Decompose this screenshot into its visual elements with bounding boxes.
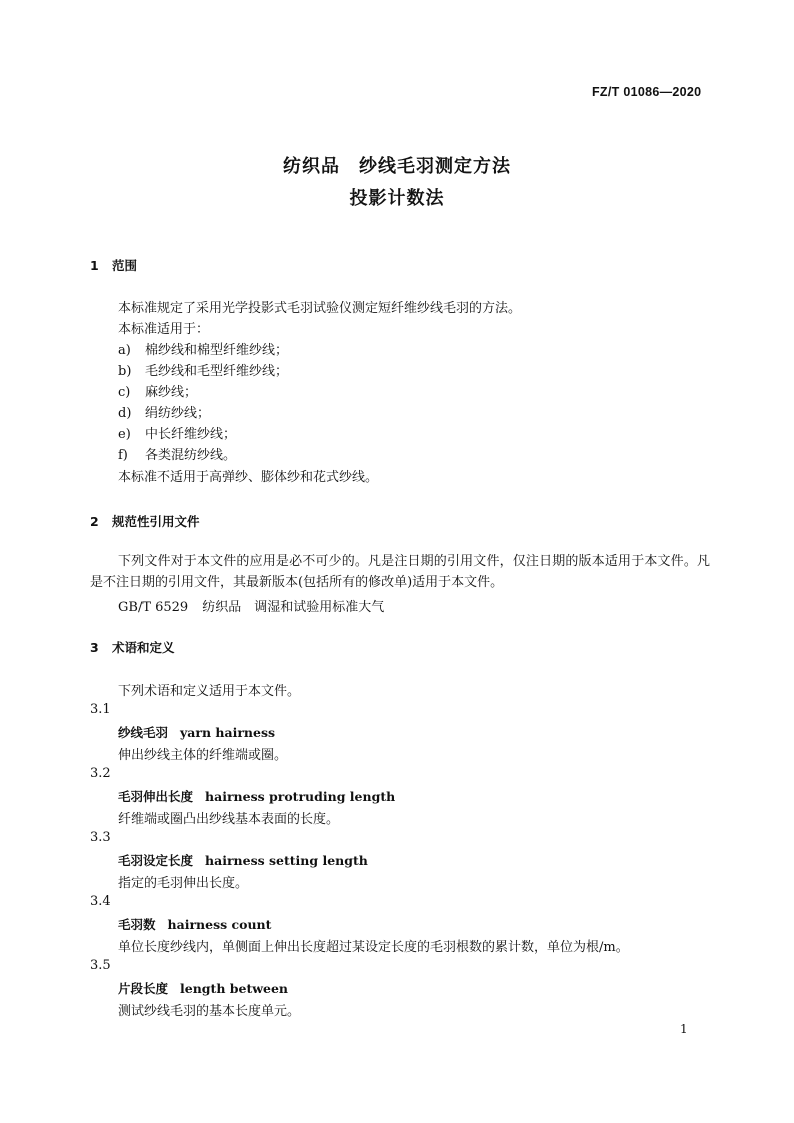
term-heading [118,915,271,933]
document-subtitle: 投影计数法 [349,188,445,209]
term-number: 3.5 [90,958,111,973]
scope-exclusion: 本标准不适用于高弹纱、膨体纱和花式纱线。 [118,470,379,485]
term-zh: 毛羽伸出长度 [118,789,194,804]
list-item [118,444,236,463]
term-number: 3.1 [90,702,111,717]
section-number: 3 [90,640,99,655]
list-item-text: 棉纱线和棉型纤维纱线； [145,343,289,358]
term-en: hairness count [167,917,272,932]
list-item-label: e) [118,427,131,442]
list-item-text: 各类混纺纱线。 [145,448,237,463]
list-item [118,360,288,379]
term-heading [118,723,275,741]
list-item-text: 中长纤维纱线； [145,427,237,442]
term-definition: 指定的毛羽伸出长度。 [118,876,249,891]
terms-intro: 下列术语和定义适用于本文件。 [118,684,301,699]
section-1-heading [90,256,137,274]
term-number: 3.4 [90,894,111,909]
term-heading [118,979,288,997]
term-zh: 毛羽设定长度 [118,853,194,868]
list-item [118,381,197,400]
list-item [118,423,236,442]
term-zh: 片段长度 [118,981,169,996]
section-2-heading [90,512,200,530]
term-en: length between [180,981,288,996]
standard-code: FZ/T 01086—2020 [592,85,702,99]
term-zh: 毛羽数 [118,917,156,932]
list-item-label: f) [118,448,128,463]
list-item [118,402,210,421]
term-en: hairness protruding length [205,789,396,804]
scope-intro: 本标准规定了采用光学投影式毛羽试验仪测定短纤维纱线毛羽的方法。 [118,301,522,316]
section-title: 术语和定义 [112,640,175,655]
list-item-label: a) [118,343,131,358]
term-en: hairness setting length [205,853,368,868]
term-en: yarn hairness [180,725,276,740]
list-item-text: 毛纱线和毛型纤维纱线； [145,364,289,379]
term-heading [118,787,395,805]
reference-entry [118,596,384,615]
document-title: 纺织品 纱线毛羽测定方法 [283,156,511,177]
section-number: 2 [90,514,99,529]
term-heading [118,851,368,869]
section-title: 规范性引用文件 [112,514,200,529]
term-definition: 单位长度纱线内，单侧面上伸出长度超过某设定长度的毛羽根数的累计数，单位为根/m。 [118,940,629,955]
reference-title: 纺织品 调湿和试验用标准大气 [202,600,385,615]
term-definition: 伸出纱线主体的纤维端或圈。 [118,748,288,763]
reference-code: GB/T 6529 [118,600,189,615]
term-definition: 纤维端或圈凸出纱线基本表面的长度。 [118,812,340,827]
list-item-label: d) [118,406,132,421]
term-definition: 测试纱线毛羽的基本长度单元。 [118,1004,301,1019]
list-item-text: 绢纺纱线； [145,406,211,421]
list-item [118,339,288,358]
section-number: 1 [90,258,99,273]
list-item-text: 麻纱线； [145,385,198,400]
term-zh: 纱线毛羽 [118,725,169,740]
normative-references-paragraph: 下列文件对于本文件的应用是必不可少的。凡是注日期的引用文件，仅注日期的版本适用于本文件。凡是不注日期的引用文件，其最新版本(包括所有的修改单)适用于本文件。 [90,554,710,590]
term-number: 3.3 [90,830,111,845]
list-item-label: b) [118,364,132,379]
scope-applies: 本标准适用于： [118,322,210,337]
term-number: 3.2 [90,766,111,781]
section-title: 范围 [112,258,138,273]
page-number: 1 [680,1022,688,1036]
list-item-label: c) [118,385,131,400]
section-3-heading [90,638,175,656]
